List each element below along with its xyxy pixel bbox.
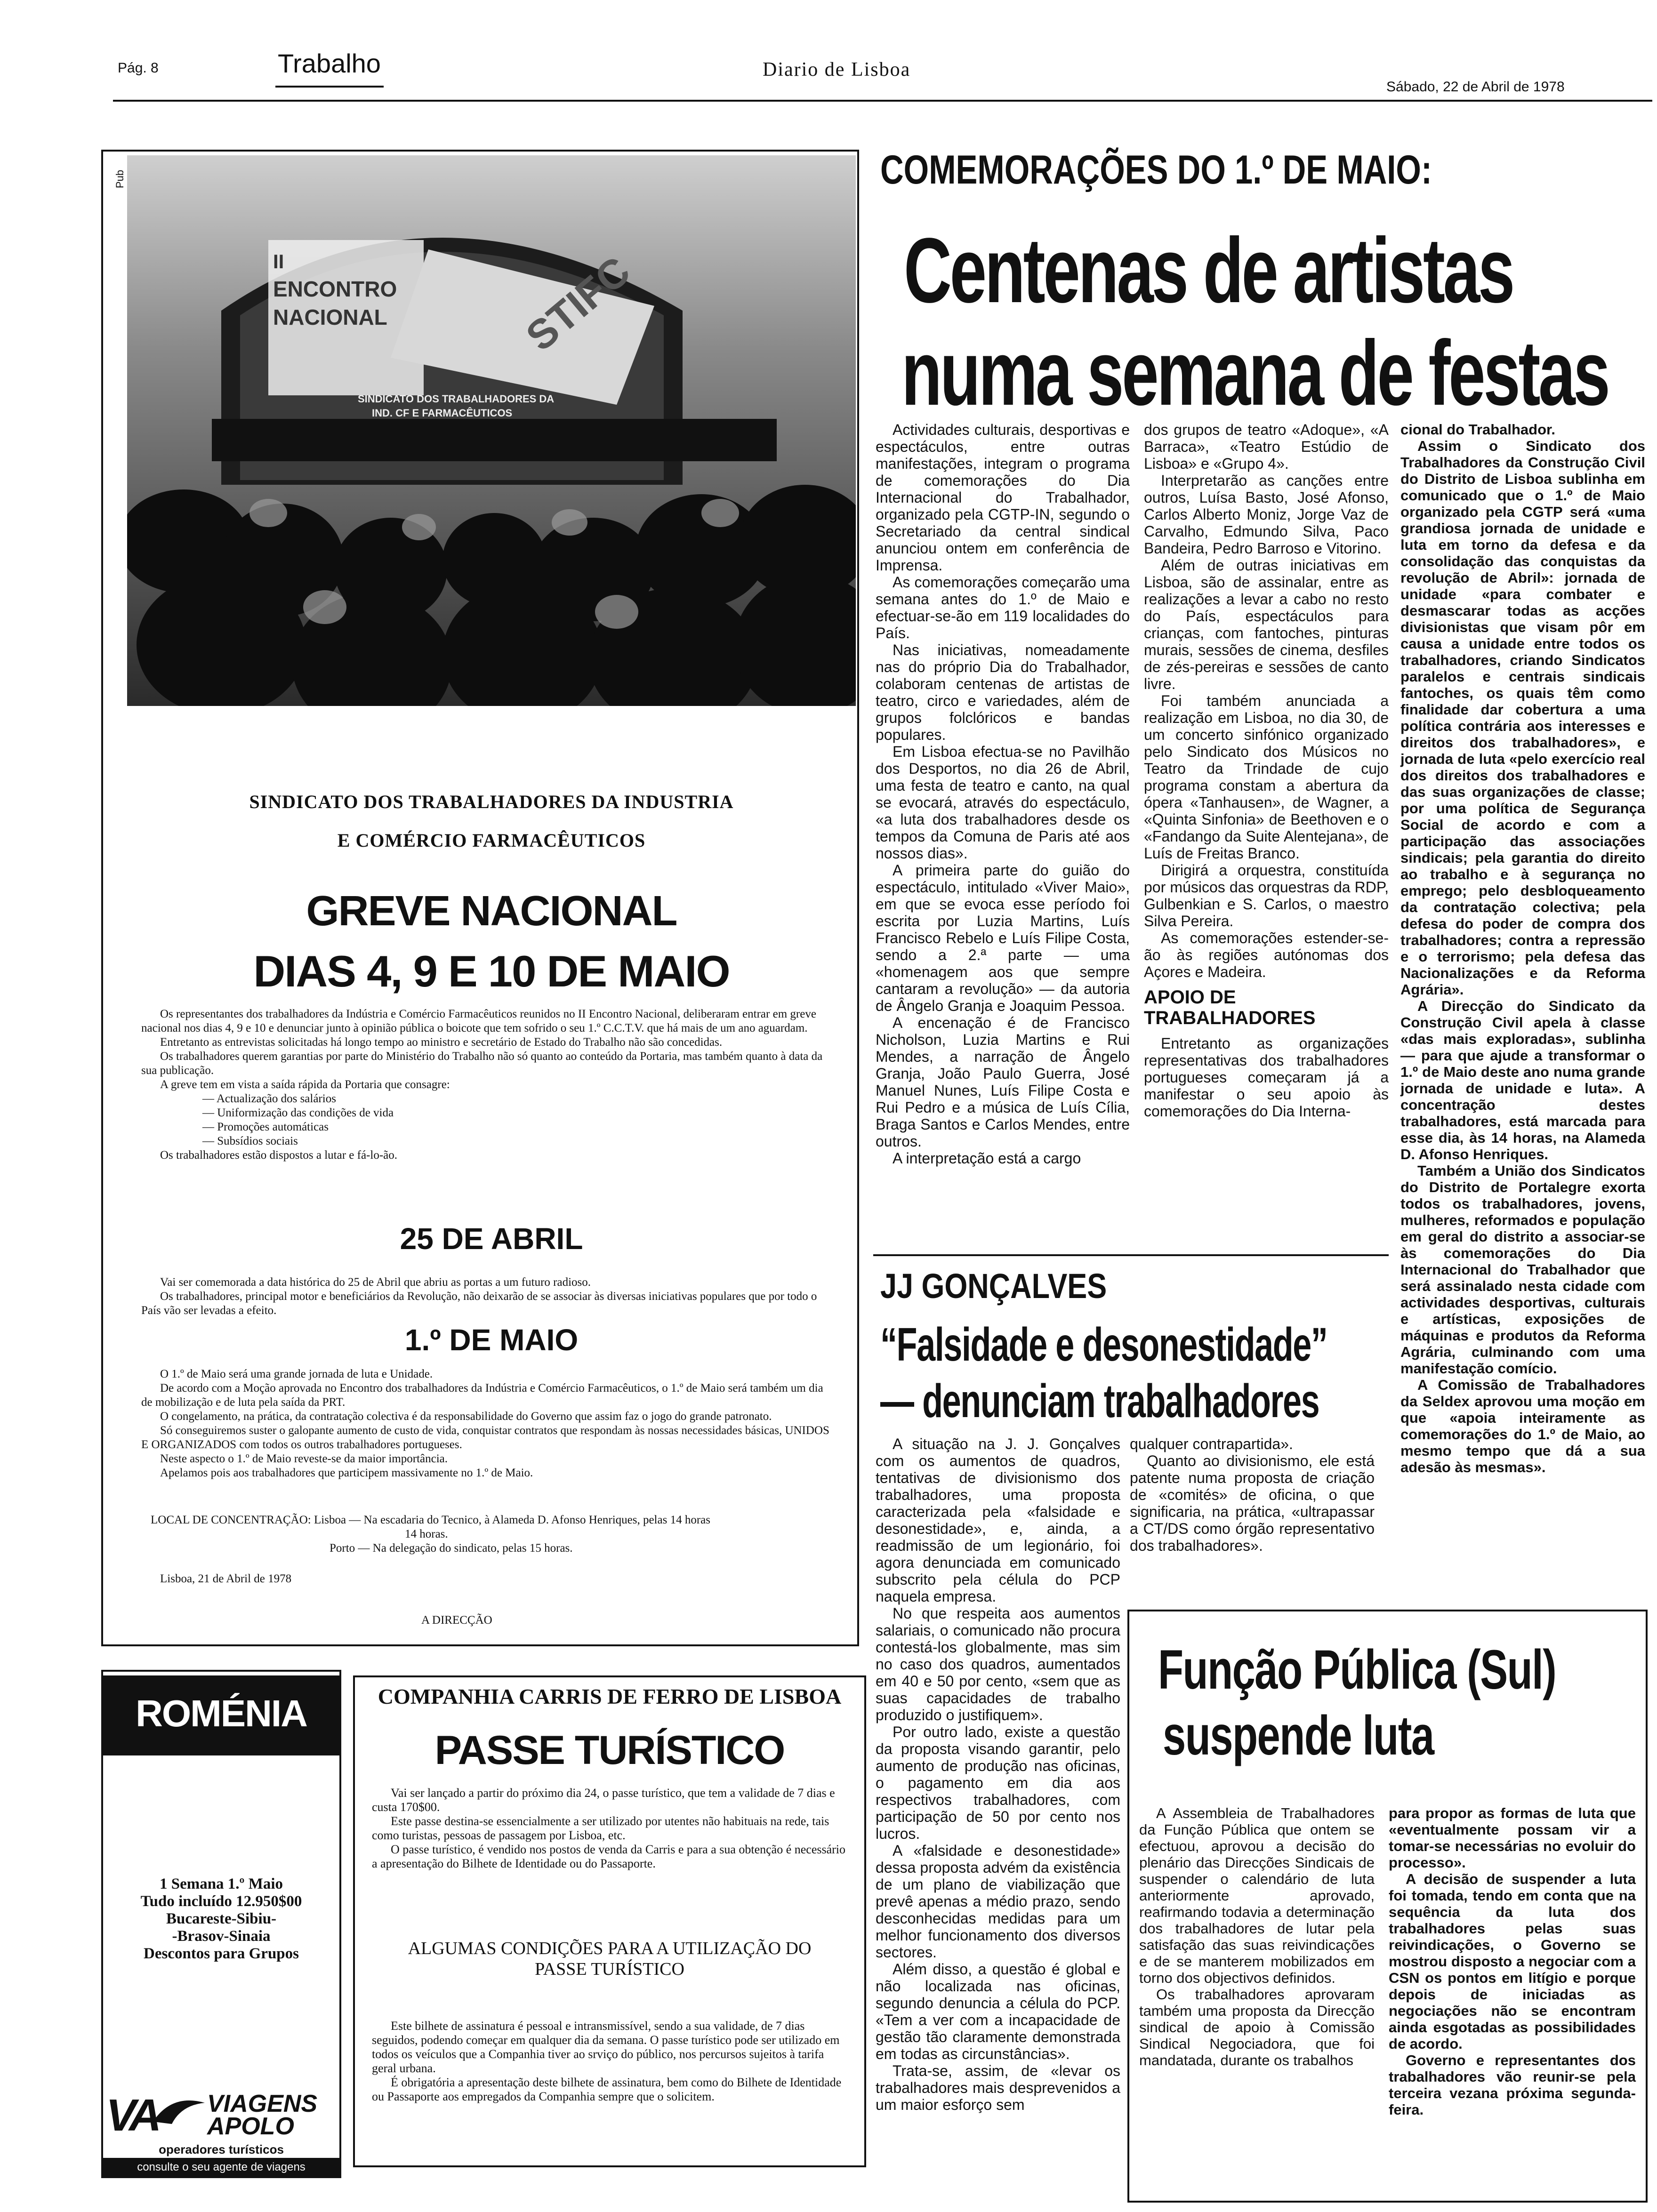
paragraph: Actividades culturais, desportivas e espectáculos, entre outras manifestações, integram o programa de comemorações do Dia Internacional do Trabalhador, organizado pela CGTP-IN, segundo o Secretariado da central sindical anunciou ontem em conferência de Imprensa. (876, 421, 1130, 574)
romenia-lines (103, 1875, 339, 1963)
paragraph: A encenação é de Francisco Nicholson, Luzia Martins e Rui Mendes, a narração de Ângelo Granja, João Paulo Guerra, José Manuel Nunes, Luís Filipe Costa e Rui Pedro e a música de Luís Cília, Braga Santos e Carlos Mendes, entre outros. (876, 1014, 1130, 1150)
funcao-col-1 (1139, 1805, 1375, 2068)
main-col-2 (1144, 421, 1389, 1120)
main-col-3 (1400, 421, 1645, 1475)
masthead-rule (113, 100, 1652, 102)
carris-p2: Este passe destina-se essencialmente a ser utilizado por utentes não habituais na rede, tais como turistas, pessoas de passagem por Lisboa, etc. (372, 1814, 829, 1842)
funcao-col-2 (1389, 1805, 1636, 2118)
jj-kicker: JJ GONÇALVES (880, 1266, 1107, 1306)
local-porto: Porto — Na delegação do sindicato, pelas 15 horas. (330, 1542, 573, 1555)
jj-top-rule (873, 1254, 1389, 1256)
paragraph: Em Lisboa efectua-se no Pavilhão dos Desportos, no dia 26 de Abril, uma festa de teatro e canto, na qual se evocará, através do espectáculo, «a luta dos trabalhadores desde os tempos da Comuna de Paris até aos nossos dias». (876, 743, 1130, 862)
paragraph: Foi também anunciada a realização em Lisboa, no dia 30, de um concerto sinfónico organizado pelo Sindicato dos Músicos no Teatro da Trindade de cujo programa constam a abertura da ópera «Tanhausen», de Wagner, a «Quinta Sinfonia» de Beethoven e o «Fandango da Suite Alentejana», de Luís de Freitas Branco. (1144, 692, 1389, 862)
local-lisboa-2: 14 horas. (405, 1528, 448, 1540)
paragraph: para propor as formas de luta que «eventualmente possam vir a tomar-se necessárias no evoluir do processo». (1389, 1805, 1636, 1871)
paragraph: A decisão de suspender a luta foi tomada, tendo em conta que na sequência da luta dos trabalhadores pelas suas reivindicações, o Governo se mostrou disposto a negociar com a CSN os pontos em litígio e porque depois de iniciadas as negociações não se encontram ainda esgotadas as possibilidades de acordo. (1389, 1871, 1636, 2052)
romenia-line: Descontos para Grupos (143, 1945, 299, 1962)
paragraph: Por outro lado, existe a questão da proposta visando garantir, pelo aumento de produção nas oficinas, o pagamento em dia aos respectivos trabalhadores, com participação de 50 por cento nos lucros. (876, 1723, 1120, 1842)
demand-item: — Actualização dos salários (202, 1092, 336, 1105)
carris-p5: É obrigatória a apresentação deste bilhete de assinatura, bem como do Bilhete de Identidade ou Passaporte aos empregados da Companhia sempre que o solicitem. (372, 2076, 842, 2103)
brand-name-1: VIAGENS (207, 2090, 318, 2117)
carris-p3: O passe turístico, é vendido nos postos de venda da Carris e para a sua obtenção é necessário a apresentação do Bilhete de Identidade ou do Passaporte. (372, 1843, 846, 1870)
romenia-footer: consulte o seu agente de viagens (103, 2158, 339, 2177)
strike-intro-2: Entretanto as entrevistas solicitadas há longo tempo ao ministro e secretário de Estado do Trabalho não são concedidas. (160, 1036, 723, 1049)
paragraph: Governo e representantes dos trabalhadores vão reunir-se pela terceira vezana próxima segunda-feira. (1389, 2052, 1636, 2118)
romenia-title: ROMÉNIA (136, 1692, 307, 1734)
paragraph: A Direcção do Sindicato da Construção Civil apela à classe «das mais exploradas», sublinha — para que ajude a transformar o 1.º de Maio deste ano numa grande jornada de unidade e luta». A concentração destes trabalhadores, está marcada para esse dia, às 14 horas, na Alameda D. Afonso Henriques. (1400, 998, 1645, 1162)
strike-intro-3: Os trabalhadores querem garantias por parte do Ministério do Trabalho não só quanto ao conteúdo da Portaria, mas também quanto à data da sua publicação. (141, 1050, 823, 1077)
paragraph: Assim o Sindicato dos Trabalhadores da Construção Civil do Distrito de Lisboa sublinha em comunicado que o 1.º de Maio organizado pela CGTP será «uma grandiosa jornada de unidade e luta em torno da defesa e da consolidação das conquistas da revolução de Abril»: jornada de unidade «para combater e desmascarar todas as acções divisionistas que visam pôr em causa a unidade entre todos os trabalhadores, criando Sindicatos paralelos e centrais sindicais fantoches, os quais têm como finalidade dar cobertura a uma política contrária aos interesses e direitos dos trabalhadores», e jornada de luta «pelo exercício real dos direitos dos trabalhadores e das suas organizações de classe; por uma política de Segurança Social de acordo e com a participação das associações sindicais; pela garantia do direito ao trabalho e à segurança no emprego; pelo desbloqueamento da contratação colectiva; pela defesa do poder de compra dos trabalhadores; contra a repressão e o terrorismo; pela defesa das Nacionalizações e da Reforma Agrária». (1400, 438, 1645, 998)
demand-item: — Subsídios sociais (202, 1135, 298, 1147)
jj-headline-1: “Falsidade e desonestidade” (880, 1318, 1327, 1371)
bird-icon (153, 2098, 205, 2126)
paragraph: dos grupos de teatro «Adoque», «A Barraca», «Teatro Estúdio de Lisboa» e «Grupo 4». (1144, 421, 1389, 472)
paragraph: Os trabalhadores aprovaram também uma proposta da Direcção sindical de apoio à Comissão Sindical Negociadora, que foi mandatada, durante os trabalhos (1139, 1986, 1375, 2068)
main-kicker: COMEMORAÇÕES DO 1.º DE MAIO: (880, 147, 1432, 192)
carris-subtitle: ALGUMAS CONDIÇÕES PARA A UTILIZAÇÃO DO PASSE TURÍSTICO (408, 1939, 812, 1979)
issue-date: Sábado, 22 de Abril de 1978 (1386, 79, 1565, 95)
carris-company: COMPANHIA CARRIS DE FERRO DE LISBOA (378, 1684, 842, 1708)
paragraph: Além disso, a questão é global e não localizada nas oficinas, segundo denuncia a célula do PCP. «Tem a ver com a incapacidade de gestão tão claramente demonstrada em todas as circunstâncias». (876, 1961, 1120, 2062)
demand-item: — Uniformização das condições de vida (202, 1106, 394, 1119)
paragraph: Trata-se, assim, de «levar os trabalhadores mais desprevenidos a um maior esforço sem (876, 2062, 1120, 2113)
paragraph: A situação na J. J. Gonçalves com os aumentos de quadros, tentativas de divisionismo dos trabalhadores, uma proposta caracterizada pela «falsidade e desonestidade», e, ainda, a readmissão de um legionário, foi agora denunciada em comunicado subscrito pela célula do PCP naquela empresa. (876, 1435, 1120, 1605)
signed-date: Lisboa, 21 de Abril de 1978 (160, 1572, 292, 1585)
local-block (141, 1513, 833, 1555)
viagens-apolo-logo (106, 2090, 337, 2141)
paragraph: A interpretação está a cargo (893, 1150, 1081, 1167)
paragraph: Nas iniciativas, nomeadamente nas do próprio Dia do Trabalhador, colaboram centenas de artistas de teatro, circo e variedades, além de grupos folclóricos e bandas populares. (876, 641, 1130, 743)
maio-text-2: De acordo com a Moção aprovada no Encontro dos trabalhadores da Indústria e Comércio Farmacêuticos, o 1.º de Maio será também um dia de mobilização e de luta pela saída da PRT. (141, 1382, 823, 1409)
signature: A DIRECÇÃO (421, 1614, 492, 1627)
paragraph: A «falsidade e desonestidade» dessa proposta advém da existência de um plano de viabilização que prevê apenas a médio prazo, sendo desconhecidas medidas para um melhor funcionamento dos diversos sectores. (876, 1842, 1120, 1961)
paragraph: Dirigirá a orquestra, constituída por músicos das orquestras da RDP, Gulbenkian e S. Carlos, o maestro Silva Pereira. (1144, 862, 1389, 930)
jj-headline-2: — denunciam trabalhadores (880, 1375, 1319, 1427)
paragraph: Além de outras iniciativas em Lisboa, são de assinalar, entre as realizações a levar a cabo no resto do País, espectáculos para crianças, com fantoches, pinturas murais, sessões de cinema, desfiles de zés-pereiras e sessões de canto livre. (1144, 557, 1389, 692)
funcao-headline-1: Função Pública (Sul) (1158, 1639, 1556, 1701)
brand-sub: operadores turísticos (159, 2142, 284, 2156)
abril-body (141, 1275, 833, 1318)
maio-body (141, 1367, 833, 1480)
carris-p4: Este bilhete de assinatura é pessoal e intransmissível, sendo a sua validade, de 7 dias seguidos, podendo começar em qualquer dia da semana. O passe turístico pode ser utilizado em todos os veículos que a Companhia tiver ao srviço do público, nos percursos sujeitos à tarifa geral urbana. (372, 2019, 840, 2075)
abril-text-2: Os trabalhadores, principal motor e beneficiários da Revolução, não deixarão de se associar às diversas iniciativas populares que por todo o País vão ser levadas a efeito. (141, 1290, 817, 1317)
funcao-headline-2: suspende luta (1163, 1705, 1434, 1767)
newspaper-name: Diario de Lisboa (763, 59, 911, 80)
romenia-line: Bucareste-Sibiu- (166, 1910, 277, 1927)
abril-text-1: Vai ser comemorada a data histórica do 25 de Abril que abriu as portas a um futuro radioso. (160, 1276, 591, 1289)
paragraph: qualquer contrapartida». (1130, 1435, 1293, 1452)
union-name-line1: SINDICATO DOS TRABALHADORES DA INDUSTRIA (249, 791, 734, 812)
maio-text-1: O 1.º de Maio será uma grande jornada de luta e Unidade. (160, 1368, 433, 1380)
paragraph: cional do Trabalhador. (1400, 421, 1556, 438)
maio-text-5: Neste aspecto o 1.º de Maio reveste-se da maior importância. (160, 1452, 448, 1465)
local-lisboa (141, 1513, 833, 1527)
demand-item: — Promoções automáticas (202, 1121, 329, 1133)
banner-text-1: II (273, 250, 284, 272)
paragraph: As comemorações começarão uma semana antes do 1.º de Maio e efectuar-se-ão em 119 localidades do País. (876, 574, 1130, 641)
paragraph: Interpretarão as canções entre outros, Luísa Basto, José Afonso, Carlos Alberto Moniz, Jorge Vaz de Carvalho, Edmundo Silva, Paco Bandeira, Pedro Barroso e Vitorino. (1144, 472, 1389, 557)
maio-title: 1.º DE MAIO (404, 1323, 579, 1357)
maio-text-4: Só conseguiremos suster o galopante aumento de custo de vida, conquistar contratos que respondam às nossas necessidades básicas, UNIDOS E ORGANIZADOS com todos os outros trabalhadores portugueses. (141, 1424, 829, 1451)
paragraph: A primeira parte do guião do espectáculo, intitulado «Viver Maio», em que se evoca esse período foi escrita por Luzia Martins, Luís Francisco Rebelo e Luís Filipe Costa, sendo a 2.ª parte — uma «homenagem aos que sempre cantaram a revolução» — da autoria de Ângelo Granja e Joaquim Pessoa. (876, 862, 1130, 1014)
carris-p1: Vai ser lançado a partir do próximo dia 24, o passe turístico, que tem a validade de 7 dias e custa 170$00. (372, 1786, 835, 1814)
photo-credit: Pub (114, 169, 126, 188)
strike-title: GREVE NACIONAL (306, 888, 677, 935)
banner-text-6: IND. CF E FARMACÊUTICOS (372, 407, 513, 419)
local-label: LOCAL DE CONCENTRAÇÃO: (151, 1514, 311, 1526)
banner-text-5: SINDICATO DOS TRABALHADORES DA (358, 393, 555, 405)
paragraph: A Assembleia de Trabalhadores da Função Pública que ontem se efectuou, aprovou a decisão do plenário das Direcções Sindicais de suspender o calendário de luta anteriormente aprovado, reafirmando todavia a determinação dos trabalhadores de lutar pela satisfação das suas reivindicações e de se manterem mobilizados em torno dos objectivos definidos. (1139, 1805, 1375, 1986)
main-headline-2: numa semana de festas (901, 321, 1609, 425)
conference-photo (127, 155, 856, 706)
romenia-line: 1 Semana 1.º Maio (159, 1875, 283, 1892)
main-col-1 (876, 421, 1130, 1167)
paragraph: No que respeita aos aumentos salariais, o comunicado não procura contestá-los globalmente, mas sim no caso dos quadros, aumentados em 40 e 50 por cento, «sem que as suas capacidades de trabalho produzido o justifiquem». (876, 1605, 1120, 1723)
paragraph: Quanto ao divisionismo, ele está patente numa proposta de criação de «comités» de oficina, o que significaria, na prática, «ultrapassar a CT/DS como órgão representativo dos trabalhadores». (1130, 1452, 1375, 1554)
section-underline (275, 86, 384, 88)
jj-col-2 (1130, 1435, 1375, 1554)
va-mark: VA (106, 2090, 158, 2140)
paragraph: Entretanto as organizações representativas dos trabalhadores portugueses começaram já a manifestar o seu apoio às comemorações do Dia Interna- (1144, 1035, 1389, 1120)
romenia-line: -Brasov-Sinaia (172, 1928, 271, 1945)
romenia-line: Tudo incluído 12.950$00 (140, 1893, 302, 1910)
section-title: Trabalho (278, 48, 381, 78)
maio-text-3: O congelamento, na prática, da contratação colectiva é da responsabilidade do Governo que assim faz o jogo do grande patronato. (160, 1410, 772, 1423)
main-headline-1: Centenas de artistas (904, 219, 1513, 322)
paragraph: A Comissão de Trabalhadores da Seldex aprovou uma moção em que «apoia inteiramente as comemorações do 1.º de Maio, ao mesmo tempo que dá a sua adesão às mesmas». (1400, 1377, 1645, 1475)
photo-svg (127, 155, 856, 706)
union-name-line2: E COMÉRCIO FARMACÊUTICOS (337, 830, 646, 851)
subheading: APOIO DE TRABALHADORES (1144, 987, 1316, 1028)
presiding-table (212, 419, 777, 461)
carris-conditions (372, 2019, 847, 2104)
banner-text-2: ENCONTRO (273, 277, 397, 301)
strike-body (141, 1007, 833, 1162)
strike-dates: DIAS 4, 9 E 10 DE MAIO (253, 946, 730, 996)
banner-text-4: STIFC (517, 247, 639, 360)
strike-closing: Os trabalhadores estão dispostos a lutar e fá-lo-ão. (160, 1149, 398, 1162)
maio-text-6: Apelamos pois aos trabalhadores que participem massivamente no 1.º de Maio. (160, 1467, 533, 1479)
brand-name-2: APOLO (207, 2113, 294, 2140)
jj-col-1 (876, 1435, 1120, 2113)
carris-body (372, 1786, 847, 1871)
local-lisboa-text: Lisboa — Na escadaria do Tecnico, à Alameda D. Afonso Henriques, pelas 14 horas (314, 1514, 710, 1526)
strike-intro-4: A greve tem em vista a saída rápida da Portaria que consagre: (160, 1078, 450, 1091)
banner-text-3: NACIONAL (273, 305, 387, 329)
carris-title: PASSE TURÍSTICO (434, 1728, 785, 1773)
paragraph: Também a União dos Sindicatos do Distrito de Portalegre exorta todos os trabalhadores, jovens, mulheres, reformados e população em geral do distrito a associar-se às comemorações do Dia Internacional do Trabalhador que será assinalado nesta cidade com actividades desportivas, culturais e artísticas, exposições de máquinas e produtos da Reforma Agrária, culminando com uma manifestação comício. (1400, 1162, 1645, 1377)
page-number: Pág. 8 (118, 60, 159, 76)
paragraph: As comemorações estender-se-ão às regiões autónomas dos Açores e Madeira. (1144, 930, 1389, 980)
strike-intro-1: Os representantes dos trabalhadores da Indústria e Comércio Farmacêuticos reunidos no II Encontro Nacional, deliberaram entrar em greve nacional nos dias 4, 9 e 10 e denunciar junto à opinião pública o boicote que tem sofrido o seu 1.º C.C.T.V. que há mais de um ano aguardam. (141, 1008, 816, 1034)
abril-title: 25 DE ABRIL (400, 1222, 583, 1256)
